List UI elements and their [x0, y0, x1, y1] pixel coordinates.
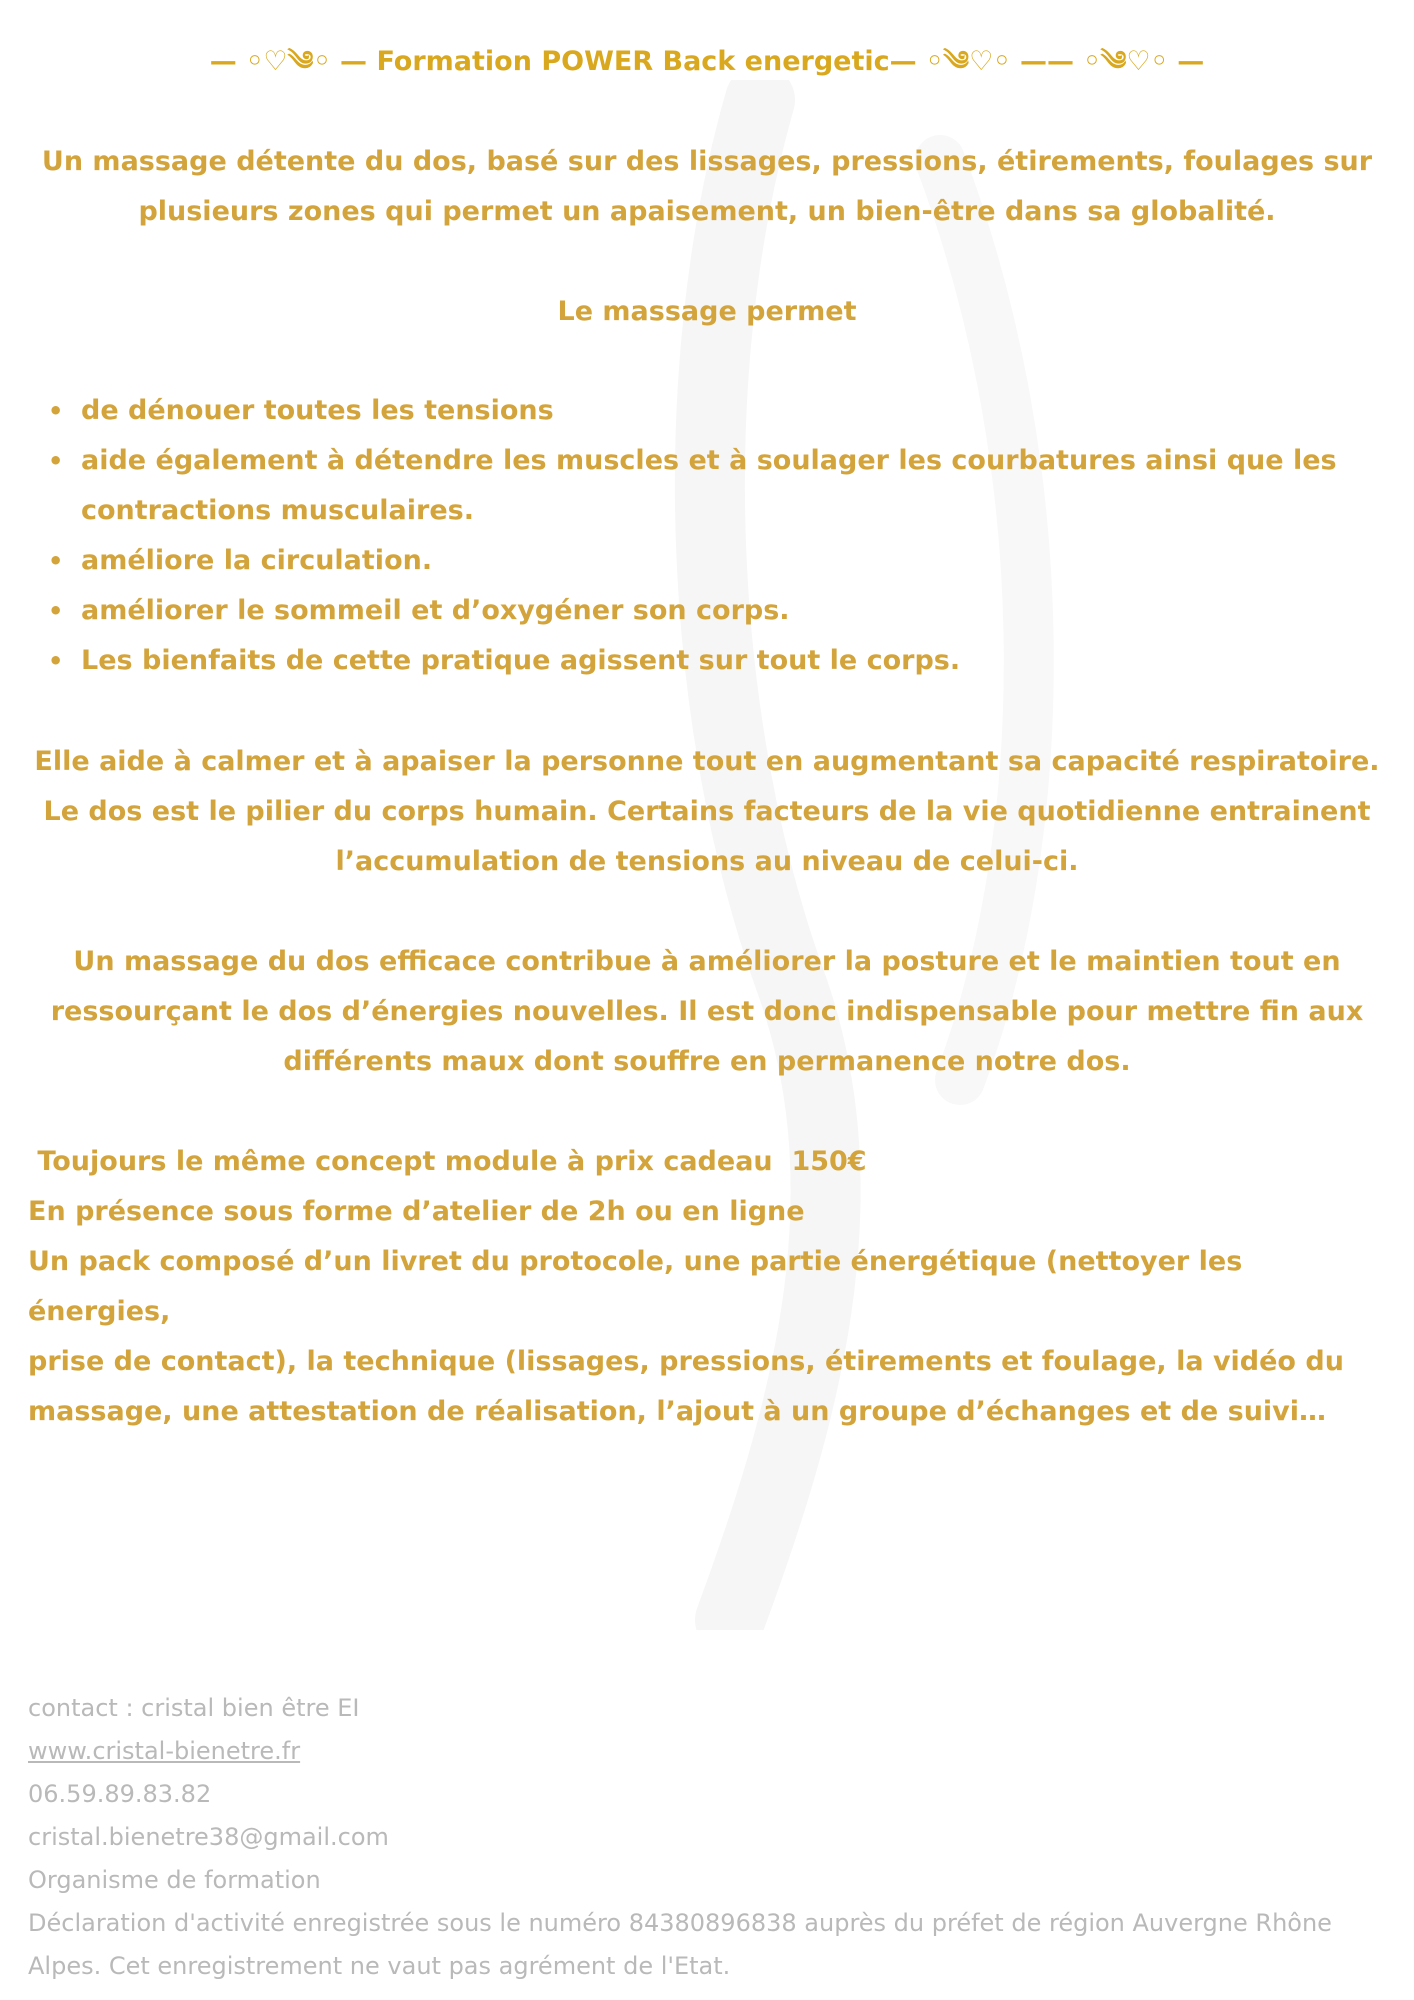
- intro-line-1: Un massage détente du dos, basé sur des lissages, pressions, étirements, foulages sur: [41, 146, 1373, 177]
- organism-label: Organisme de formation: [28, 1866, 321, 1894]
- breathing-line-1: Elle aide à calmer et à apaiser la personne tout en augmentant sa capacité respiratoire.: [34, 746, 1380, 777]
- list-item: • aide également à détendre les muscles et à soulager les courbatures ainsi que les contractions musculaires.: [28, 436, 1378, 536]
- list-item: • améliorer le sommeil et d’oxygéner son corps.: [28, 586, 1378, 636]
- offer-pack-line-1: Un pack composé d’un livret du protocole, une partie énergétique (nettoyer les énergies,: [28, 1246, 1252, 1327]
- posture-line-3: différents maux dont souffre en permanence notre dos.: [283, 1046, 1131, 1077]
- posture-line-2: ressourçant le dos d’énergies nouvelles. Il est donc indispensable pour mettre fin aux: [50, 996, 1364, 1027]
- breathing-line-2: Le dos est le pilier du corps humain. Certains facteurs de la vie quotidienne entrainent: [43, 796, 1371, 827]
- list-item: • de dénouer toutes les tensions: [28, 386, 1378, 436]
- email-address: cristal.bienetre38@gmail.com: [28, 1823, 389, 1851]
- offer-section: [28, 1137, 1388, 1437]
- offer-price: Toujours le même concept module à prix cadeau 150€: [28, 1146, 867, 1177]
- intro-line-2: plusieurs zones qui permet un apaisement, un bien-être dans sa globalité.: [138, 196, 1276, 227]
- posture-paragraph: [30, 937, 1384, 1087]
- declaration-line-1: Déclaration d'activité enregistrée sous le numéro 84380896838 auprès du préfet de région Auvergne Rhône: [28, 1909, 1332, 1937]
- intro-paragraph: [30, 137, 1384, 237]
- contact-label: contact : cristal bien être EI: [28, 1694, 360, 1722]
- offer-format: En présence sous forme d’atelier de 2h ou en ligne: [28, 1196, 805, 1227]
- breathing-line-3: l’accumulation de tensions au niveau de celui-ci.: [335, 846, 1079, 877]
- phone-number: 06.59.89.83.82: [28, 1780, 212, 1808]
- list-item: • améliore la circulation.: [28, 536, 1378, 586]
- website-link[interactable]: www.cristal-bienetre.fr: [28, 1737, 301, 1765]
- benefits-list: [28, 386, 1378, 686]
- declaration-line-2: Alpes. Cet enregistrement ne vaut pas agrément de l'Etat.: [28, 1952, 731, 1980]
- offer-pack-line-3: massage, une attestation de réalisation, l’ajout à un groupe d’échanges et de suivi…: [28, 1396, 1327, 1427]
- benefits-subheading: Le massage permet: [557, 296, 857, 327]
- posture-line-1: Un massage du dos efficace contribue à améliorer la posture et le maintien tout en: [73, 946, 1341, 977]
- breathing-paragraph: [30, 737, 1384, 887]
- list-item: • Les bienfaits de cette pratique agissent sur tout le corps.: [28, 636, 1378, 686]
- offer-pack-line-2: prise de contact), la technique (lissages, pressions, étirements et foulage, la vidéo du: [28, 1346, 1344, 1377]
- page-title: — ◦♡༄◦ — Formation POWER Back energetic— ◦༄♡◦ —— ◦༄♡◦ —: [209, 46, 1205, 77]
- contact-footer: [28, 1687, 1388, 1988]
